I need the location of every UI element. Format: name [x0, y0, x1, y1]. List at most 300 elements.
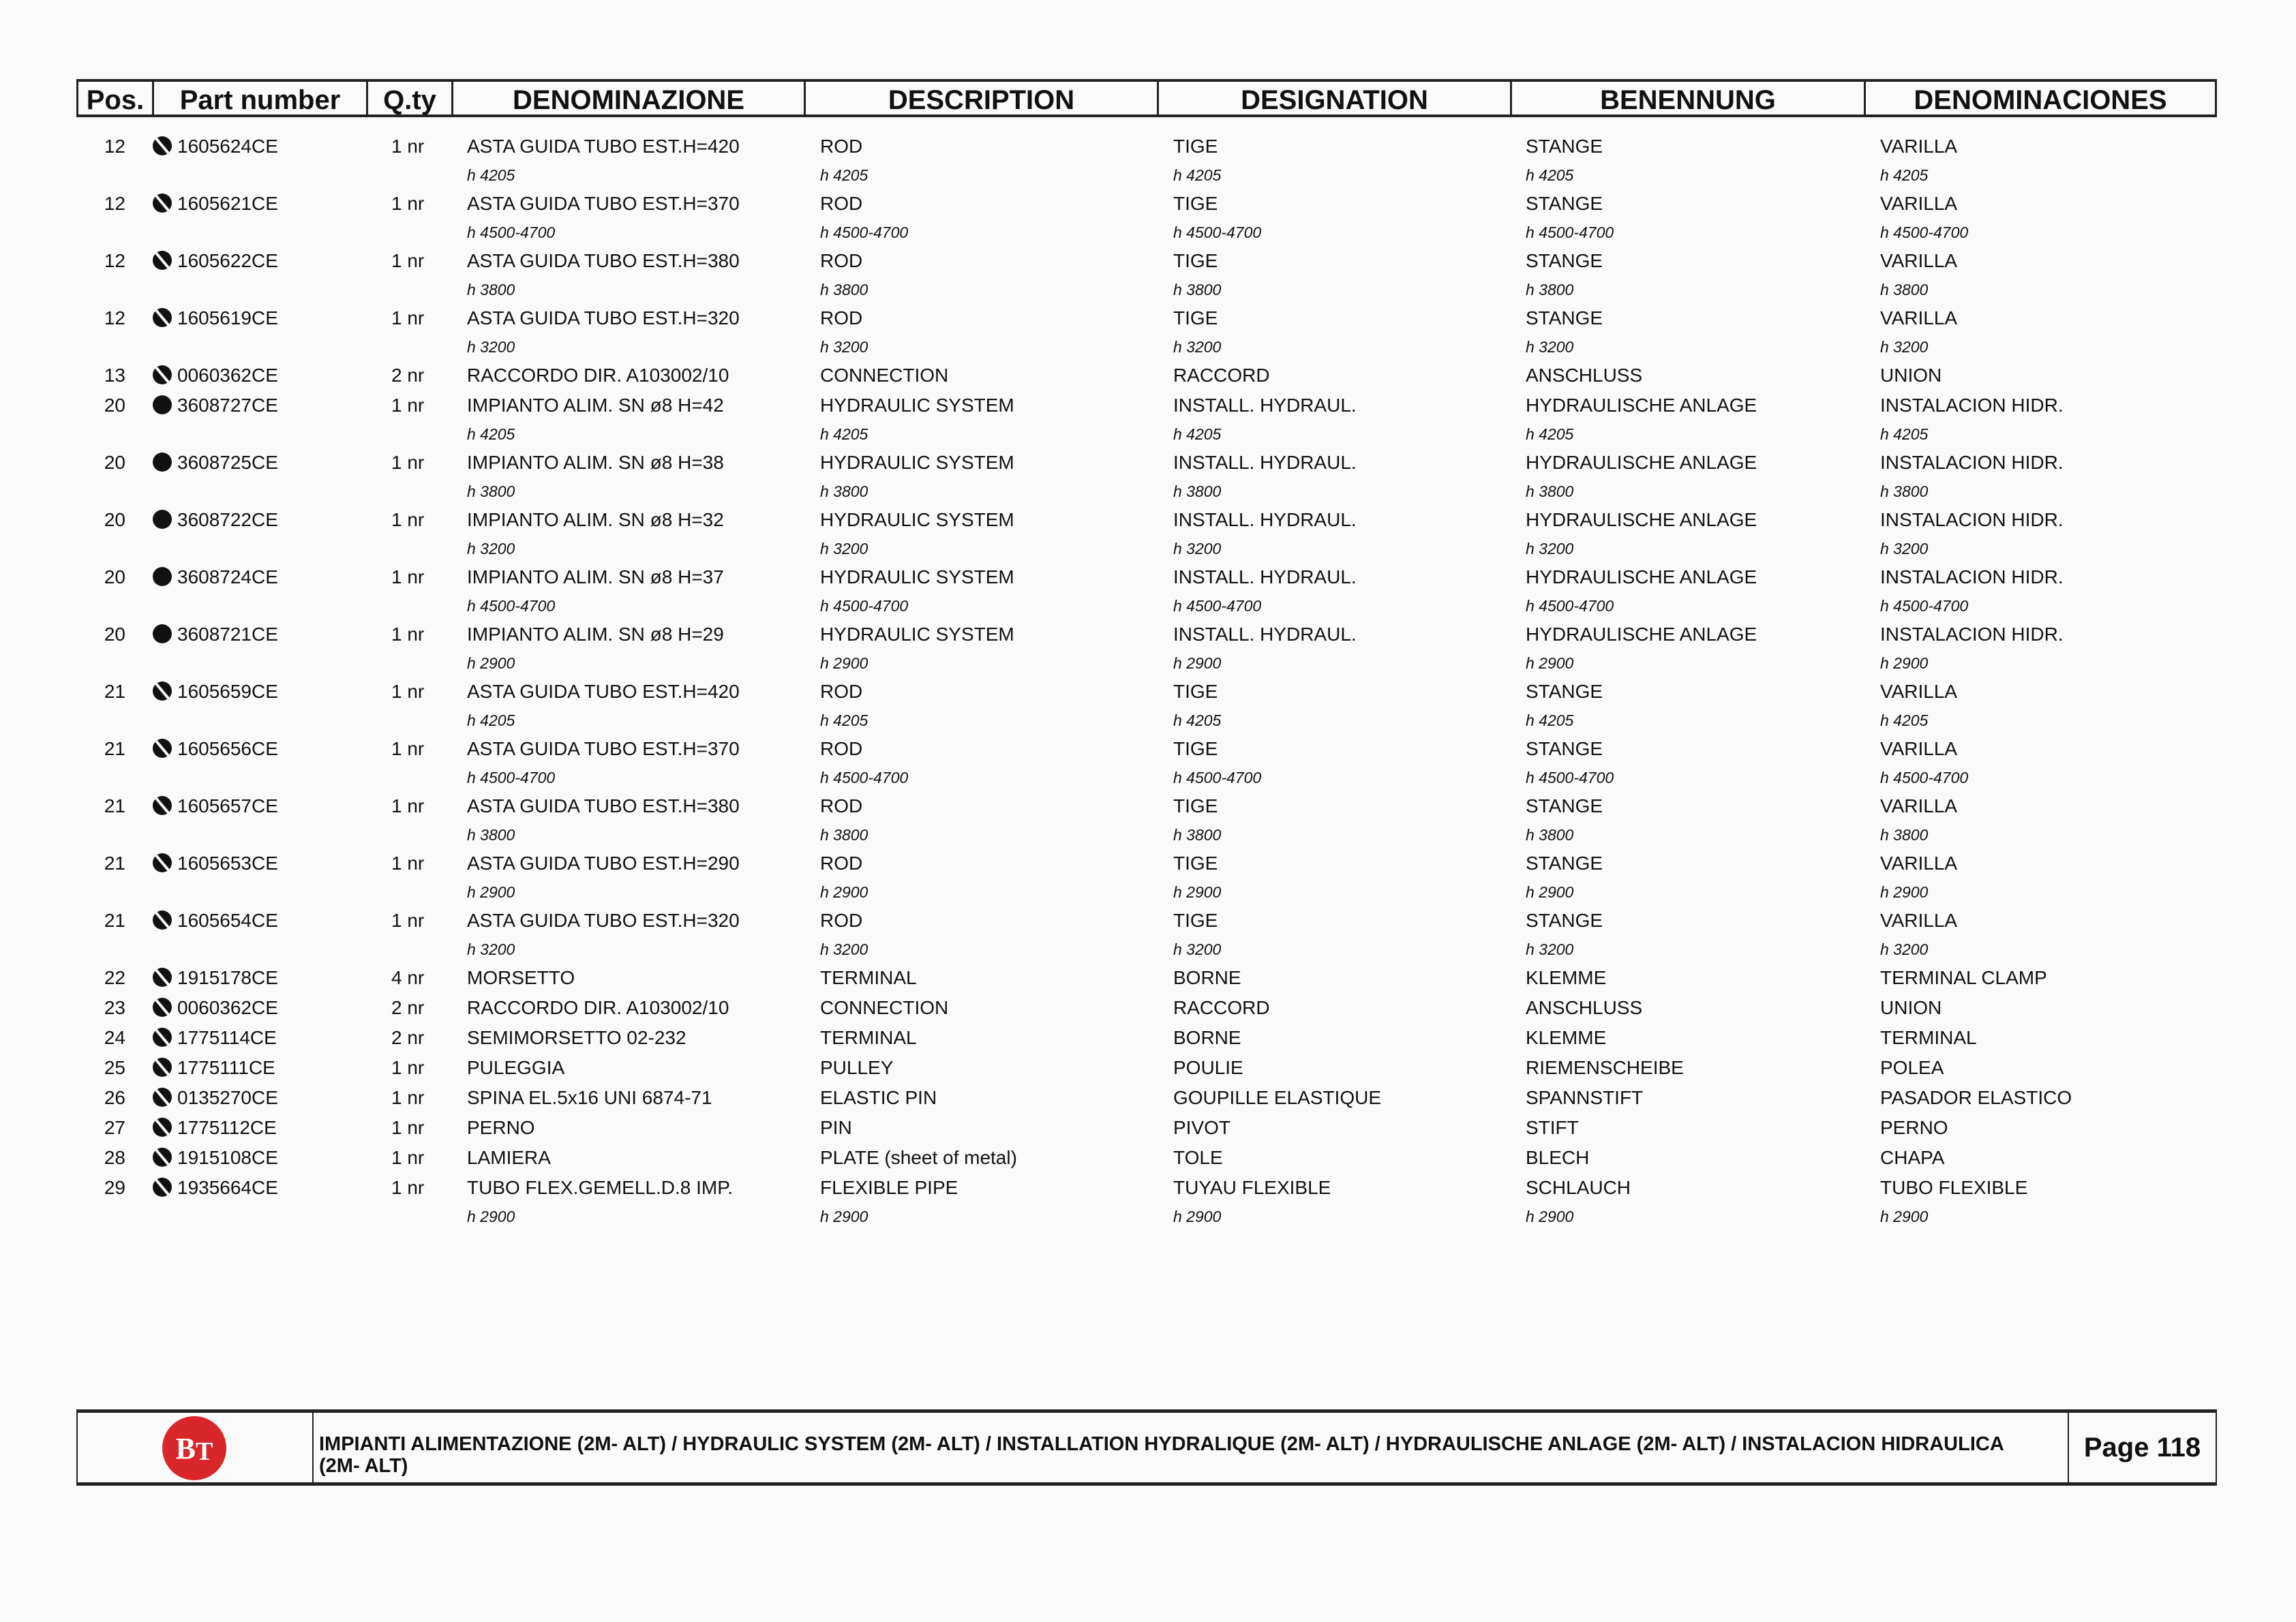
name-it: ASTA GUIDA TUBO EST.H=380: [467, 250, 740, 271]
table-row-note: [76, 277, 2217, 305]
height-note: h 3800: [467, 483, 515, 500]
name-en: HYDRAULIC SYSTEM: [820, 452, 1014, 473]
table-row: [76, 793, 2217, 823]
part-number: 1775111CE: [177, 1057, 275, 1078]
solid-circle-icon: [153, 567, 172, 586]
name-es: UNION: [1880, 365, 1942, 386]
name-it: PERNO: [467, 1117, 535, 1138]
part-number: 0060362CE: [177, 365, 278, 386]
name-fr: BORNE: [1173, 1027, 1241, 1048]
slashed-circle-icon: [153, 1148, 172, 1167]
height-note: h 2900: [1880, 883, 1929, 901]
name-en: TERMINAL: [820, 967, 917, 988]
table-row-note: [76, 220, 2217, 247]
table-row-note: [76, 1204, 2217, 1231]
name-it: IMPIANTO ALIM. SN ø8 H=29: [467, 624, 724, 645]
part-number: 1605657CE: [177, 795, 278, 816]
part-number: 1605621CE: [177, 193, 278, 214]
name-it: SPINA EL.5x16 UNI 6874-71: [467, 1087, 712, 1108]
name-es: VARILLA: [1880, 910, 1958, 931]
height-note: h 3200: [467, 338, 515, 356]
name-de: SPANNSTIFT: [1526, 1087, 1644, 1108]
name-en: PLATE (sheet of metal): [820, 1147, 1017, 1168]
solid-circle-icon: [153, 510, 172, 529]
page-footer: [76, 1409, 2217, 1486]
name-en: ROD: [820, 307, 863, 328]
height-note: h 3200: [1173, 940, 1222, 958]
quantity: 1 nr: [391, 1057, 425, 1078]
name-de: BLECH: [1526, 1147, 1590, 1168]
name-en: ROD: [820, 193, 863, 214]
part-number: 3608722CE: [177, 509, 278, 530]
name-de: SCHLAUCH: [1526, 1177, 1631, 1198]
height-note: h 4500-4700: [1526, 769, 1614, 786]
height-note: h 4500-4700: [820, 597, 909, 615]
quantity: 1 nr: [391, 681, 425, 702]
name-es: TERMINAL: [1880, 1027, 1977, 1048]
table-row-note: [76, 765, 2217, 793]
header-denominazione: DENOMINAZIONE: [451, 82, 804, 114]
name-fr: TIGE: [1173, 853, 1218, 874]
height-note: h 4205: [1173, 711, 1222, 729]
header-denominaciones: DENOMINACIONES: [1864, 82, 2217, 114]
height-note: h 4500-4700: [467, 224, 556, 241]
height-note: h 3800: [820, 826, 868, 844]
table-row: [76, 362, 2217, 392]
name-it: ASTA GUIDA TUBO EST.H=380: [467, 795, 740, 816]
header-pos: Pos.: [76, 82, 152, 114]
page-number: Page 118: [2083, 1432, 2201, 1463]
part-number: 1775112CE: [177, 1117, 277, 1138]
quantity: 2 nr: [391, 1027, 425, 1048]
quantity: 1 nr: [391, 795, 425, 816]
position-number: 12: [104, 193, 125, 214]
table-row: [76, 1024, 2217, 1054]
name-de: STANGE: [1526, 910, 1603, 931]
name-fr: INSTALL. HYDRAUL.: [1173, 395, 1357, 416]
name-it: IMPIANTO ALIM. SN ø8 H=32: [467, 509, 724, 530]
header-benennung: BENENNUNG: [1510, 82, 1864, 114]
height-note: h 3800: [1173, 483, 1222, 500]
position-number: 21: [104, 795, 125, 816]
quantity: 1 nr: [391, 250, 425, 271]
height-note: h 3200: [1880, 940, 1929, 958]
position-number: 21: [104, 738, 125, 759]
quantity: 1 nr: [391, 193, 425, 214]
position-number: 20: [104, 566, 125, 587]
position-number: 12: [104, 250, 125, 271]
height-note: h 2900: [1880, 1208, 1929, 1225]
height-note: h 2900: [1526, 654, 1574, 672]
table-row-note: [76, 937, 2217, 964]
height-note: h 4500-4700: [820, 224, 909, 241]
header-qty: Q.ty: [366, 82, 451, 114]
part-number: 1605622CE: [177, 250, 278, 271]
name-es: PASADOR ELASTICO: [1880, 1087, 2072, 1108]
quantity: 1 nr: [391, 509, 425, 530]
name-fr: GOUPILLE ELASTIQUE: [1173, 1087, 1381, 1108]
slashed-circle-icon: [153, 796, 172, 815]
table-row-note: [76, 880, 2217, 907]
position-number: 26: [104, 1087, 125, 1108]
position-number: 20: [104, 509, 125, 530]
table-row: [76, 1144, 2217, 1174]
name-en: ROD: [820, 250, 863, 271]
name-es: VARILLA: [1880, 307, 1958, 328]
name-fr: TIGE: [1173, 250, 1218, 271]
slashed-circle-icon: [153, 1058, 172, 1077]
name-fr: TIGE: [1173, 910, 1218, 931]
height-note: h 2900: [1526, 1208, 1574, 1225]
height-note: h 3800: [1526, 826, 1574, 844]
height-note: h 2900: [1173, 654, 1222, 672]
height-note: h 3200: [1173, 338, 1222, 356]
height-note: h 2900: [467, 883, 515, 901]
position-number: 13: [104, 365, 125, 386]
name-it: LAMIERA: [467, 1147, 551, 1168]
height-note: h 3800: [820, 483, 868, 500]
position-number: 28: [104, 1147, 125, 1168]
slashed-circle-icon: [153, 1178, 172, 1197]
quantity: 2 nr: [391, 365, 425, 386]
slashed-circle-icon: [153, 1088, 172, 1107]
table-row: [76, 1054, 2217, 1084]
height-note: h 3200: [820, 338, 868, 356]
name-es: VARILLA: [1880, 795, 1958, 816]
height-note: h 3200: [1173, 540, 1222, 557]
slashed-circle-icon: [153, 251, 172, 270]
name-it: TUBO FLEX.GEMELL.D.8 IMP.: [467, 1177, 734, 1198]
table-row-note: [76, 335, 2217, 362]
position-number: 25: [104, 1057, 125, 1078]
slashed-circle-icon: [153, 1118, 172, 1137]
height-note: h 4205: [467, 166, 515, 184]
table-row: [76, 1084, 2217, 1114]
quantity: 1 nr: [391, 1087, 425, 1108]
name-it: PULEGGIA: [467, 1057, 565, 1078]
name-es: VARILLA: [1880, 193, 1958, 214]
part-number: 3608721CE: [177, 624, 278, 645]
slashed-circle-icon: [153, 739, 172, 758]
table-row: [76, 133, 2217, 163]
height-note: h 4500-4700: [1173, 597, 1262, 615]
name-es: CHAPA: [1880, 1147, 1945, 1168]
header-designation: DESIGNATION: [1157, 82, 1510, 114]
part-number: 1605653CE: [177, 853, 278, 874]
name-es: VARILLA: [1880, 250, 1958, 271]
height-note: h 4500-4700: [1880, 597, 1969, 615]
part-number: 1915178CE: [177, 967, 278, 988]
height-note: h 4205: [1526, 166, 1574, 184]
position-number: 29: [104, 1177, 125, 1198]
height-note: h 3200: [820, 540, 868, 557]
name-de: HYDRAULISCHE ANLAGE: [1526, 452, 1757, 473]
name-en: HYDRAULIC SYSTEM: [820, 395, 1014, 416]
quantity: 1 nr: [391, 566, 425, 587]
name-en: PIN: [820, 1117, 852, 1138]
name-fr: TIGE: [1173, 681, 1218, 702]
table-row: [76, 1114, 2217, 1144]
table-row-note: [76, 536, 2217, 564]
height-note: h 4205: [1526, 711, 1574, 729]
name-fr: RACCORD: [1173, 997, 1270, 1018]
name-de: STANGE: [1526, 136, 1603, 157]
name-de: STANGE: [1526, 681, 1603, 702]
name-es: PERNO: [1880, 1117, 1948, 1138]
table-row: [76, 678, 2217, 708]
part-number: 0060362CE: [177, 997, 278, 1018]
height-note: h 4500-4700: [467, 597, 556, 615]
part-number: 1915108CE: [177, 1147, 278, 1168]
name-es: POLEA: [1880, 1057, 1944, 1078]
height-note: h 4205: [1526, 425, 1574, 443]
height-note: h 3800: [467, 826, 515, 844]
table-row: [76, 994, 2217, 1024]
name-it: ASTA GUIDA TUBO EST.H=290: [467, 853, 740, 874]
height-note: h 4500-4700: [1173, 769, 1262, 786]
bt-logo: B T: [162, 1416, 226, 1480]
name-it: ASTA GUIDA TUBO EST.H=320: [467, 910, 740, 931]
name-es: VARILLA: [1880, 136, 1958, 157]
height-note: h 3200: [467, 540, 515, 557]
name-it: ASTA GUIDA TUBO EST.H=370: [467, 738, 740, 759]
header-description: DESCRIPTION: [804, 82, 1157, 114]
height-note: h 4500-4700: [1880, 224, 1969, 241]
name-en: HYDRAULIC SYSTEM: [820, 566, 1014, 587]
quantity: 1 nr: [391, 738, 425, 759]
name-fr: TIGE: [1173, 136, 1218, 157]
quantity: 1 nr: [391, 307, 425, 328]
name-fr: INSTALL. HYDRAUL.: [1173, 566, 1357, 587]
parts-table-body: [76, 133, 2217, 1231]
name-es: UNION: [1880, 997, 1942, 1018]
name-it: ASTA GUIDA TUBO EST.H=420: [467, 681, 740, 702]
height-note: h 3200: [1526, 940, 1574, 958]
table-row-note: [76, 594, 2217, 621]
name-es: INSTALACION HIDR.: [1880, 566, 2064, 587]
table-row-note: [76, 163, 2217, 190]
name-de: STANGE: [1526, 250, 1603, 271]
name-de: HYDRAULISCHE ANLAGE: [1526, 509, 1757, 530]
name-fr: RACCORD: [1173, 365, 1270, 386]
name-it: IMPIANTO ALIM. SN ø8 H=37: [467, 566, 724, 587]
table-row: [76, 1174, 2217, 1204]
height-note: h 2900: [820, 883, 868, 901]
height-note: h 2900: [467, 1208, 515, 1225]
slashed-circle-icon: [153, 365, 172, 384]
height-note: h 4205: [467, 425, 515, 443]
name-es: TUBO FLEXIBLE: [1880, 1177, 2028, 1198]
height-note: h 3200: [1526, 540, 1574, 557]
name-en: CONNECTION: [820, 997, 949, 1018]
name-es: VARILLA: [1880, 681, 1958, 702]
part-number: 1605656CE: [177, 738, 278, 759]
name-es: INSTALACION HIDR.: [1880, 624, 2064, 645]
name-es: VARILLA: [1880, 853, 1958, 874]
height-note: h 3200: [1880, 540, 1929, 557]
name-fr: INSTALL. HYDRAUL.: [1173, 452, 1357, 473]
height-note: h 4205: [1173, 166, 1222, 184]
height-note: h 3800: [1526, 483, 1574, 500]
height-note: h 3200: [467, 940, 515, 958]
height-note: h 2900: [1173, 883, 1222, 901]
part-number: 1605654CE: [177, 910, 278, 931]
height-note: h 4205: [1880, 166, 1929, 184]
height-note: h 2900: [467, 654, 515, 672]
name-de: STANGE: [1526, 853, 1603, 874]
name-en: PULLEY: [820, 1057, 894, 1078]
name-de: HYDRAULISCHE ANLAGE: [1526, 395, 1757, 416]
height-note: h 3800: [1880, 483, 1929, 500]
height-note: h 2900: [1173, 1208, 1222, 1225]
slashed-circle-icon: [153, 136, 172, 155]
name-es: INSTALACION HIDR.: [1880, 452, 2064, 473]
name-en: ROD: [820, 910, 863, 931]
header-part-number: Part number: [152, 82, 366, 114]
position-number: 21: [104, 681, 125, 702]
name-de: HYDRAULISCHE ANLAGE: [1526, 624, 1757, 645]
quantity: 1 nr: [391, 136, 425, 157]
slashed-circle-icon: [153, 911, 172, 930]
height-note: h 4205: [820, 425, 868, 443]
name-en: CONNECTION: [820, 365, 949, 386]
name-en: TERMINAL: [820, 1027, 917, 1048]
position-number: 20: [104, 395, 125, 416]
height-note: h 4205: [820, 711, 868, 729]
quantity: 1 nr: [391, 395, 425, 416]
name-it: ASTA GUIDA TUBO EST.H=370: [467, 193, 740, 214]
name-de: KLEMME: [1526, 1027, 1607, 1048]
height-note: h 4500-4700: [1880, 769, 1969, 786]
name-en: FLEXIBLE PIPE: [820, 1177, 958, 1198]
height-note: h 3800: [1880, 281, 1929, 299]
height-note: h 3200: [1526, 338, 1574, 356]
table-row: [76, 621, 2217, 651]
name-de: RIEMENSCHEIBE: [1526, 1057, 1684, 1078]
part-number: 3608724CE: [177, 566, 278, 587]
name-de: STANGE: [1526, 795, 1603, 816]
solid-circle-icon: [153, 453, 172, 472]
name-fr: POULIE: [1173, 1057, 1243, 1078]
table-header: [76, 79, 2217, 117]
slashed-circle-icon: [153, 1028, 172, 1047]
name-it: ASTA GUIDA TUBO EST.H=320: [467, 307, 740, 328]
name-de: HYDRAULISCHE ANLAGE: [1526, 566, 1757, 587]
name-de: ANSCHLUSS: [1526, 365, 1643, 386]
table-row: [76, 449, 2217, 479]
height-note: h 2900: [820, 1208, 868, 1225]
height-note: h 2900: [820, 654, 868, 672]
name-fr: TIGE: [1173, 795, 1218, 816]
name-fr: TIGE: [1173, 193, 1218, 214]
part-number: 0135270CE: [177, 1087, 278, 1108]
name-es: VARILLA: [1880, 738, 1958, 759]
height-note: h 3800: [1173, 281, 1222, 299]
part-number: 1605619CE: [177, 307, 278, 328]
part-number: 1935664CE: [177, 1177, 278, 1198]
table-row-note: [76, 708, 2217, 735]
height-note: h 4205: [467, 711, 515, 729]
name-en: ROD: [820, 136, 863, 157]
table-row: [76, 305, 2217, 335]
name-fr: PIVOT: [1173, 1117, 1231, 1138]
solid-circle-icon: [153, 395, 172, 414]
table-row: [76, 964, 2217, 994]
position-number: 27: [104, 1117, 125, 1138]
height-note: h 4500-4700: [467, 769, 556, 786]
height-note: h 2900: [1880, 654, 1929, 672]
slashed-circle-icon: [153, 682, 172, 701]
quantity: 1 nr: [391, 853, 425, 874]
slashed-circle-icon: [153, 194, 172, 213]
quantity: 1 nr: [391, 624, 425, 645]
name-en: ROD: [820, 681, 863, 702]
slashed-circle-icon: [153, 998, 172, 1017]
name-en: HYDRAULIC SYSTEM: [820, 624, 1014, 645]
table-row: [76, 850, 2217, 880]
position-number: 21: [104, 853, 125, 874]
height-note: h 4205: [820, 166, 868, 184]
slashed-circle-icon: [153, 968, 172, 987]
name-de: STANGE: [1526, 738, 1603, 759]
position-number: 22: [104, 967, 125, 988]
table-row: [76, 392, 2217, 422]
slashed-circle-icon: [153, 853, 172, 872]
name-es: INSTALACION HIDR.: [1880, 509, 2064, 530]
part-number: 1775114CE: [177, 1027, 277, 1048]
position-number: 24: [104, 1027, 125, 1048]
height-note: h 3800: [1173, 826, 1222, 844]
name-it: RACCORDO DIR. A103002/10: [467, 365, 729, 386]
height-note: h 4500-4700: [820, 769, 909, 786]
name-en: ELASTIC PIN: [820, 1087, 937, 1108]
name-en: ROD: [820, 795, 863, 816]
name-it: IMPIANTO ALIM. SN ø8 H=38: [467, 452, 724, 473]
name-fr: INSTALL. HYDRAUL.: [1173, 509, 1357, 530]
table-row-note: [76, 479, 2217, 506]
name-de: STIFT: [1526, 1117, 1579, 1138]
name-fr: TIGE: [1173, 307, 1218, 328]
table-row: [76, 247, 2217, 277]
name-en: HYDRAULIC SYSTEM: [820, 509, 1014, 530]
part-number: 3608725CE: [177, 452, 278, 473]
height-note: h 4205: [1173, 425, 1222, 443]
name-de: KLEMME: [1526, 967, 1607, 988]
position-number: 20: [104, 452, 125, 473]
footer-divider: [312, 1413, 314, 1482]
height-note: h 3200: [1880, 338, 1929, 356]
table-row-note: [76, 651, 2217, 678]
footer-title: IMPIANTI ALIMENTAZIONE (2M- ALT) / HYDRAULIC SYSTEM (2M- ALT) / INSTALLATION HYDRALIQUE (2M- ALT) / HYDRAULISCHE ANLAGE (2M- ALT) / INSTALACION HIDRAULICA (2M- ALT): [319, 1433, 2004, 1477]
quantity: 1 nr: [391, 910, 425, 931]
table-row: [76, 735, 2217, 765]
table-row: [76, 907, 2217, 937]
name-fr: BORNE: [1173, 967, 1241, 988]
name-fr: INSTALL. HYDRAUL.: [1173, 624, 1357, 645]
name-de: STANGE: [1526, 193, 1603, 214]
height-note: h 4205: [1880, 711, 1929, 729]
part-number: 3608727CE: [177, 395, 278, 416]
quantity: 2 nr: [391, 997, 425, 1018]
name-es: INSTALACION HIDR.: [1880, 395, 2064, 416]
height-note: h 3800: [1880, 826, 1929, 844]
height-note: h 4205: [1880, 425, 1929, 443]
position-number: 20: [104, 624, 125, 645]
name-it: IMPIANTO ALIM. SN ø8 H=42: [467, 395, 724, 416]
height-note: h 2900: [1526, 883, 1574, 901]
position-number: 12: [104, 307, 125, 328]
position-number: 21: [104, 910, 125, 931]
